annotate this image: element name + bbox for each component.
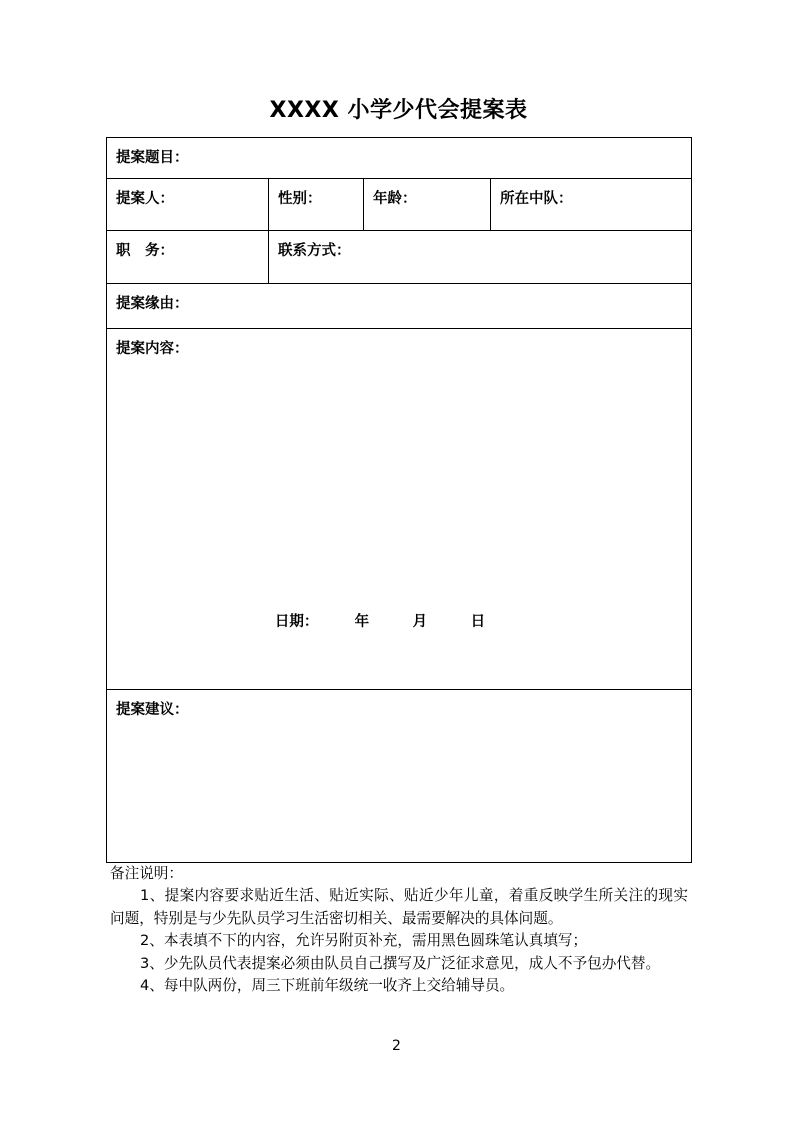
- squad-label: 所在中队：: [500, 191, 573, 207]
- note-item: 2、本表填不下的内容，允许另附页补充，需用黑色圆珠笔认真填写；: [140, 932, 588, 950]
- age-label: 年龄：: [373, 191, 417, 207]
- cell-advice[interactable]: [107, 690, 692, 863]
- cell-duty[interactable]: [107, 231, 269, 284]
- cell-gender[interactable]: [269, 179, 364, 231]
- cell-proposal-title[interactable]: [107, 138, 692, 179]
- notes-section: [110, 863, 688, 997]
- duty-label: 职 务：: [116, 243, 174, 259]
- gender-label: 性别：: [278, 191, 322, 207]
- contact-label: 联系方式：: [278, 243, 351, 259]
- notes-heading: 备注说明：: [110, 865, 183, 882]
- note-item: 4、每中队两份，周三下班前年级统一收齐上交给辅导员。: [140, 977, 515, 995]
- table-row-proposer: [107, 179, 692, 231]
- table-row-duty: [107, 231, 692, 284]
- note-item: 3、少先队员代表提案必须由队员自己撰写及广泛征求意见，成人不予包办代替。: [140, 954, 661, 972]
- proposal-title-label: 提案题目：: [116, 150, 189, 166]
- advice-label: 提案建议：: [116, 702, 189, 718]
- table-row-proposal-title: [107, 138, 692, 179]
- cell-contact[interactable]: [269, 231, 692, 284]
- proposal-form-table: [106, 137, 692, 863]
- date-line: 日期： 年 月 日: [274, 614, 486, 630]
- reason-label: 提案缘由：: [116, 296, 189, 312]
- table-row-content: [107, 329, 692, 690]
- cell-proposer[interactable]: [107, 179, 269, 231]
- page-title: XXXX 小学少代会提案表: [269, 98, 528, 123]
- page-number: 2: [392, 1038, 401, 1054]
- cell-age[interactable]: [364, 179, 491, 231]
- table-row-reason: [107, 284, 692, 329]
- content-label: 提案内容：: [116, 341, 189, 357]
- cell-squad[interactable]: [491, 179, 692, 231]
- proposer-label: 提案人：: [116, 191, 174, 207]
- table-row-advice: [107, 690, 692, 863]
- cell-content[interactable]: [107, 329, 692, 690]
- cell-reason[interactable]: [107, 284, 692, 329]
- note-item: 1、提案内容要求贴近生活、贴近实际、贴近少年儿童，着重反映学生所关注的现实问题，特别是与少先队员学习生活密切相关、最需要解决的具体问题。: [110, 887, 688, 927]
